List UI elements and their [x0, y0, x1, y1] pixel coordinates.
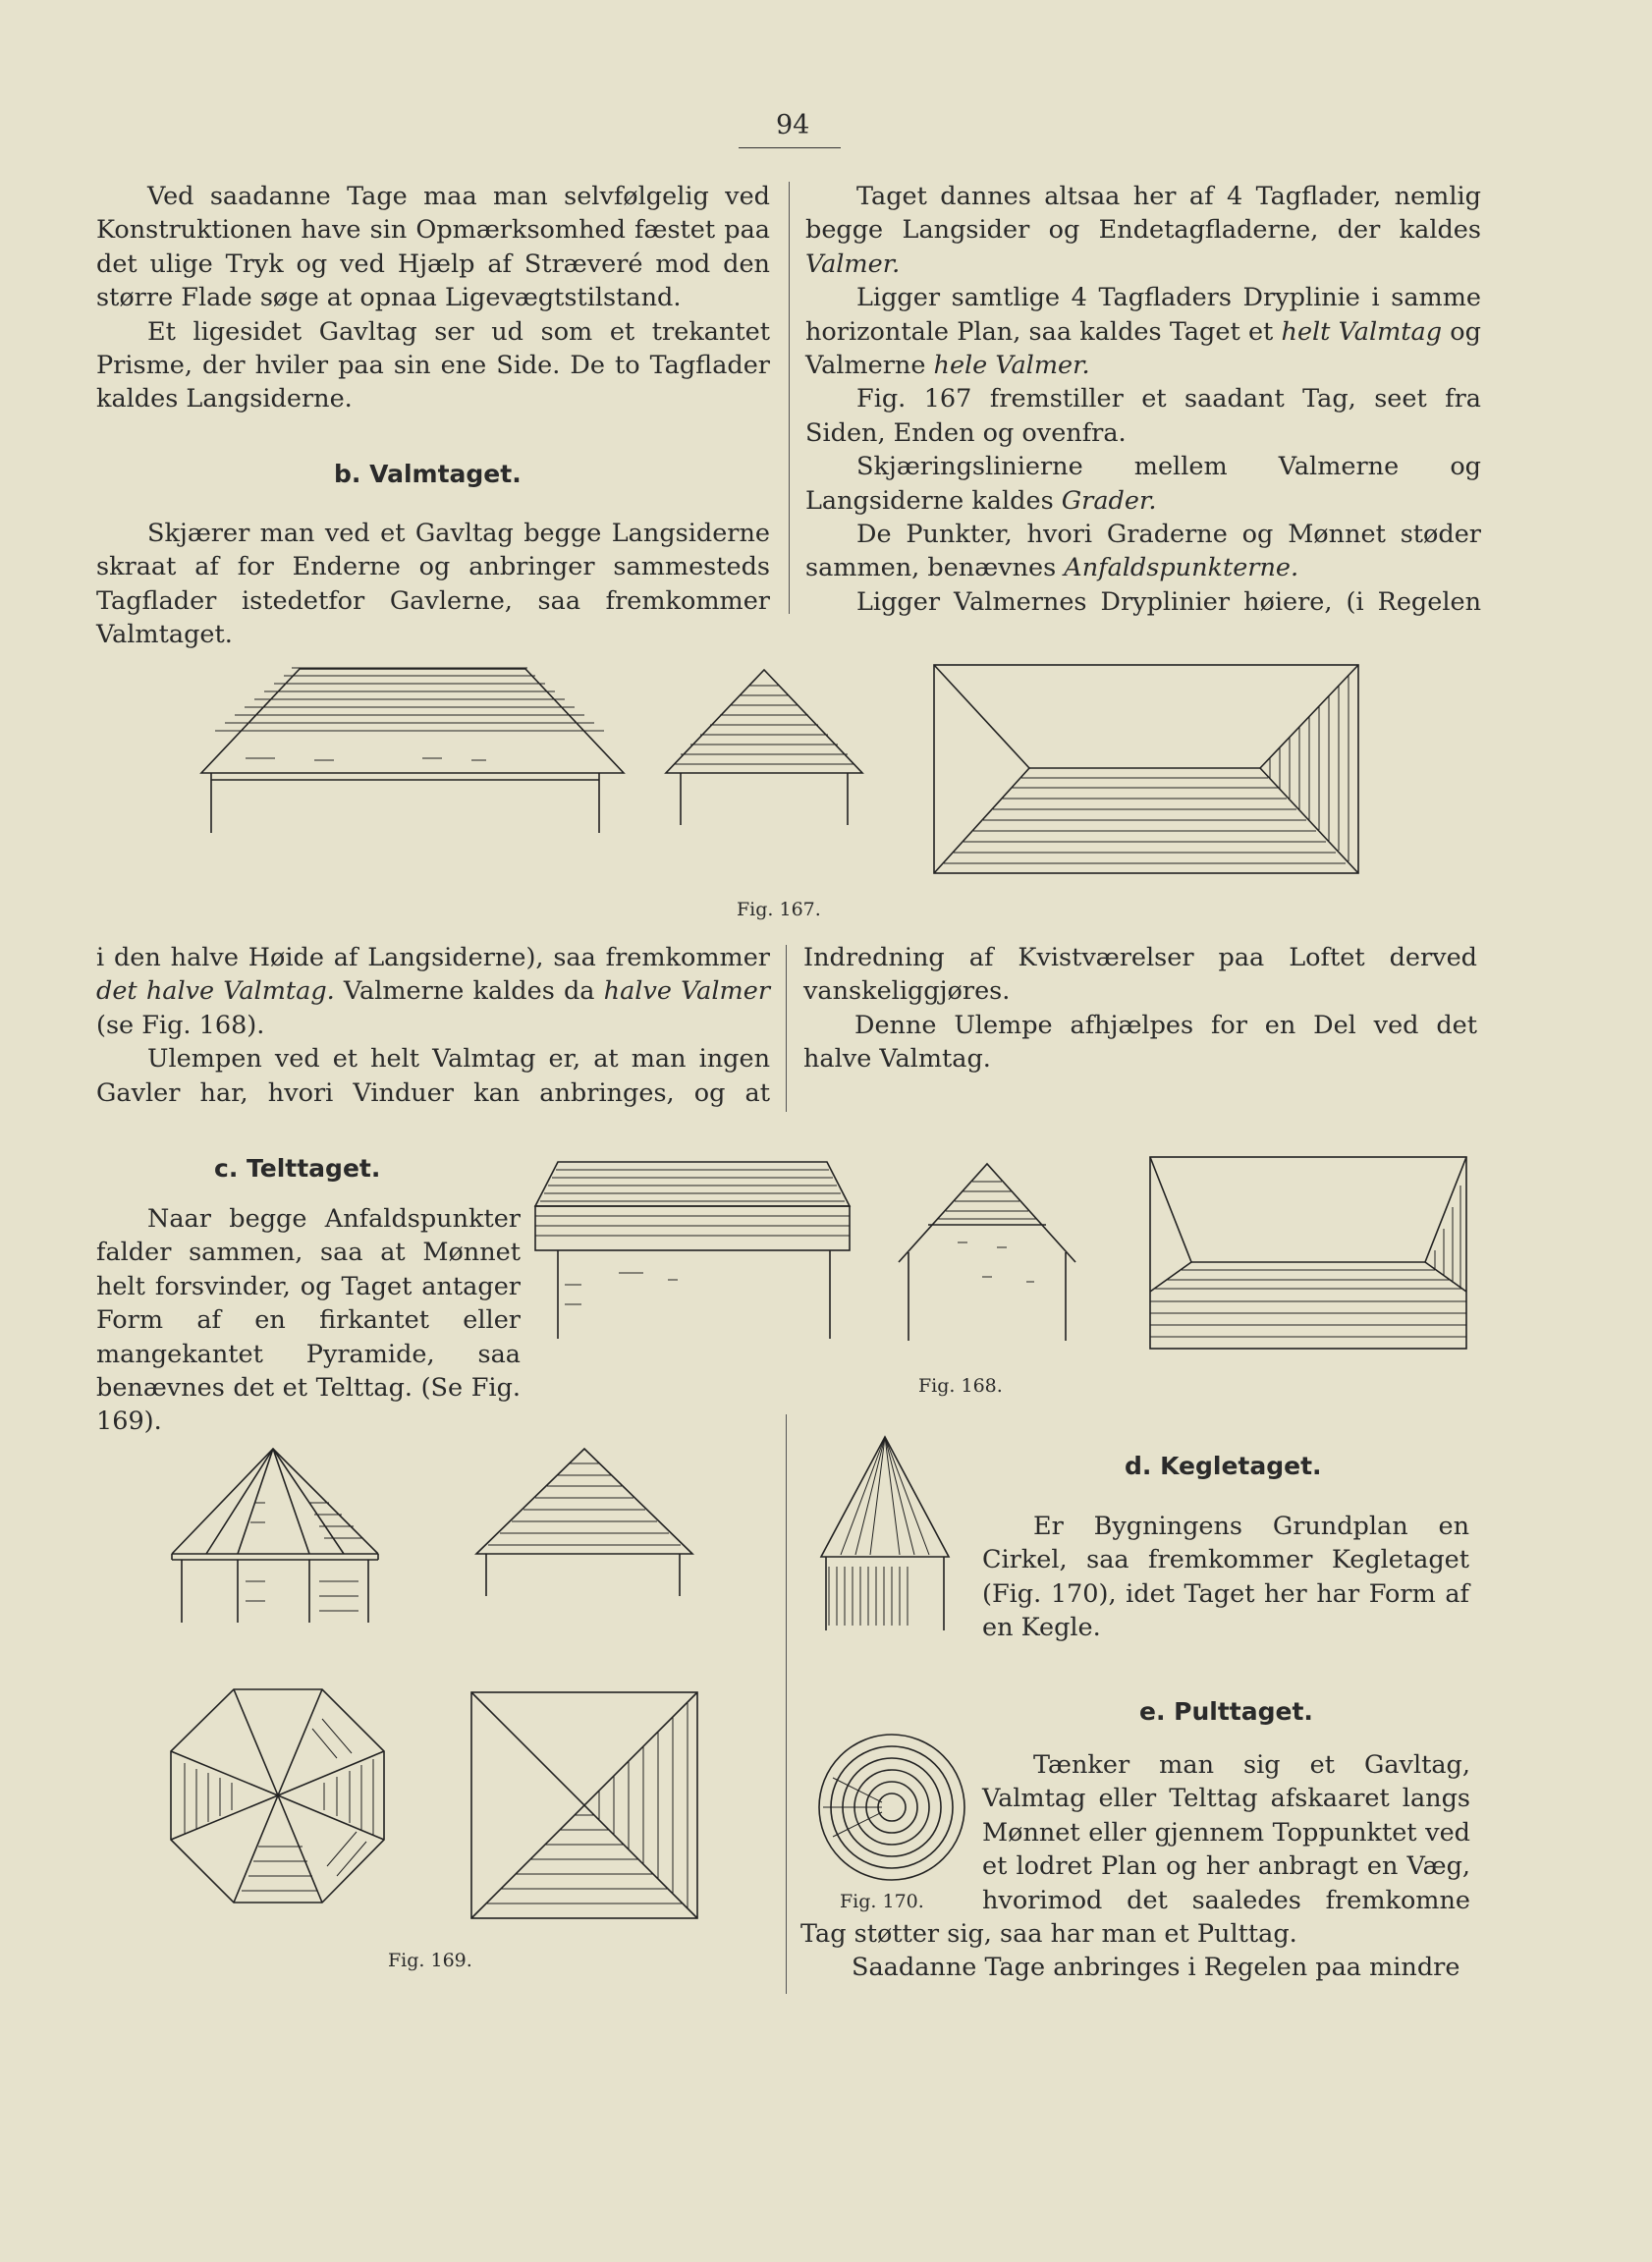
fig169-octagon-elevation [167, 1444, 383, 1640]
fig168-caption: Fig. 168. [918, 1375, 1003, 1397]
heading-c: c. Telttaget. [214, 1154, 381, 1183]
fig168-plan-view [1147, 1154, 1471, 1351]
fig169-sq-elev-hatch [488, 1463, 681, 1545]
col2-e-wrap [800, 1748, 1470, 1985]
col2-d [982, 1510, 1469, 1645]
col1-b [96, 517, 770, 652]
text-run: i den halve Høide af Langsiderne), saa fremkommer [96, 943, 770, 972]
heading-b: b. Valmtaget. [334, 460, 522, 488]
fig167-plan-hatch-long [944, 778, 1346, 863]
text-run: hele Valmer. [933, 351, 1090, 381]
fig170-cone-elevation [811, 1429, 959, 1655]
fig167-side-dashes [246, 758, 486, 760]
col2top-paragraph-3 [805, 450, 1481, 518]
text-run: Valmer. [805, 248, 901, 279]
text-run: helt Valmtag [1281, 316, 1443, 347]
text-run: Ligger Valmernes Dryplinier høiere, (i Regelen [856, 586, 1481, 617]
paragraph-last: Saadanne Tage anbringes i Regelen paa mindre [852, 1953, 1460, 1983]
paragraph-d: Er Bygningens Grundplan en Cirkel, saa fremkommer Kegletaget (Fig. 170), idet Taget her har Form af en Kegle. [982, 1512, 1469, 1643]
text-run: De Punkter, hvori Graderne og Mønnet støder sammen, benævnes [805, 520, 1481, 583]
text-run: Skjæringslinierne mellem Valmerne og Langsiderne kaldes [805, 452, 1481, 516]
header-rule [739, 147, 841, 148]
text-run: halve Valmer [603, 976, 771, 1007]
col1top-paragraph-0: Ved saadanne Tage maa man selvfølgelig ved Konstruktionen have sin Opmærksomhed fæstet paa det ulige Tryk og ved Hjælp af Stræveré mod den større Flade søge at opnaa Ligevægtstilstand. [96, 182, 770, 313]
fig168-plan-hatch [1150, 1186, 1466, 1337]
col2-top-paragraphs [805, 180, 1481, 619]
text-run: Anfaldspunkterne. [1064, 553, 1299, 583]
col2top-paragraph-0 [805, 180, 1481, 281]
column-divider-2 [786, 945, 787, 1112]
fig170-cone-hatch [829, 1437, 929, 1626]
fig167-end-hatch [674, 686, 854, 764]
heading-e: e. Pulttaget. [1139, 1697, 1313, 1726]
fig167-plan-hatch-end [1270, 675, 1349, 861]
text-run: (se Fig. 168). [96, 1010, 265, 1040]
col2top-paragraph-2 [805, 382, 1481, 450]
fig169-square-elevation [471, 1444, 697, 1621]
paragraph-ulempe: Denne Ulempe afhjælpes for en Del ved det halve Valmtag. [803, 1010, 1477, 1075]
text-run: Taget dannes altsaa her af 4 Tagflader, nemlig begge Langsider og Endetagfladerne, der kaldes [805, 182, 1481, 246]
text-run: Ulempen ved et helt Valmtag er, at man ingen Gavler har, hvori Vinduer kan anbringes, og at [96, 1044, 770, 1108]
fig167-plan-view [931, 660, 1363, 876]
paragraph-c: Naar begge Anfaldspunkter falder sammen, saa at Mønnet helt forsvinder, og Taget antager Form af en firkantet eller mangekantet Pyramide, saa benævnes det et Telttag. (Se Fig. 169). [96, 1204, 521, 1437]
col1-top [96, 180, 770, 416]
fig169-elev-dashes [246, 1581, 358, 1611]
fig168-side-dashes [565, 1273, 678, 1304]
fig167-end-view [656, 658, 872, 855]
paragraph-e: Tænker man sig et Gavltag, Valmtag eller Telttag afskaaret langs Mønnet eller gjennem Toppunktet ved et lodret Plan og her anbragt en Væg, hvorimod det saaledes fremkomne Tag støtter sig, saa har man et Pulttag. [800, 1750, 1470, 1950]
text-run: Grader. [1061, 485, 1157, 516]
text-run: og Valmerne [805, 316, 1481, 381]
heading-d: d. Kegletaget. [1125, 1452, 1322, 1480]
col1-mid-paragraphs [96, 941, 770, 1110]
fig167-caption: Fig. 167. [737, 899, 821, 920]
col2-mid [803, 941, 1477, 1076]
col1mid-paragraph-1 [96, 1042, 770, 1110]
col2-top [805, 180, 1481, 619]
col1-top-paragraphs [96, 180, 770, 416]
fig169-square-plan [467, 1687, 702, 1923]
fig168-side-hatch [535, 1170, 850, 1236]
text-run: det halve Valmtag. [96, 976, 335, 1007]
col1mid-paragraph-0 [96, 941, 770, 1042]
col1-mid [96, 941, 770, 1110]
fig169-caption: Fig. 169. [388, 1950, 472, 1971]
fig168-end-dashes [958, 1242, 1034, 1282]
paragraph-b: Skjærer man ved et Gavltag begge Langsiderne skraat af for Enderne og anbringer sammesteds Tagflader istedetfor Gavlerne, saa fremkommer Valmtaget. [96, 519, 770, 650]
fig169-oct-plan-hatch [185, 1719, 373, 1891]
page-number: 94 [776, 110, 810, 140]
col2top-paragraph-4 [805, 518, 1481, 585]
column-divider-1 [789, 182, 790, 614]
paragraph-indredning: Indredning af Kvistværelser paa Loftet derved vanskeliggjøres. [803, 943, 1477, 1007]
text-run: Fig. 167 fremstiller et saadant Tag, seet fra Siden, Enden og ovenfra. [805, 384, 1481, 448]
fig168-end-view [889, 1154, 1105, 1351]
col1-c [96, 1202, 521, 1439]
fig170-caption: Fig. 170. [840, 1891, 924, 1912]
col2top-paragraph-1 [805, 281, 1481, 382]
column-divider-3 [786, 1414, 787, 1994]
col1top-paragraph-1: Et ligesidet Gavltag ser ud som et trekantet Prisme, der hviler paa sin ene Side. De to Tagflader kaldes Langsiderne. [96, 316, 770, 414]
fig168-side-view [530, 1157, 854, 1344]
text-run: Ligger samtlige 4 Tagfladers Dryplinie i samme horizontale Plan, saa kaldes Taget et [805, 283, 1481, 347]
fig167-side-view [187, 658, 638, 855]
fig169-elev-hatch [250, 1503, 363, 1538]
fig167-side-hatch [215, 668, 604, 731]
fig169-octagon-plan [165, 1684, 391, 1910]
fig168-end-hatch [938, 1182, 1036, 1219]
col2top-paragraph-5 [805, 585, 1481, 619]
text-run: Valmerne kaldes da [334, 976, 604, 1007]
